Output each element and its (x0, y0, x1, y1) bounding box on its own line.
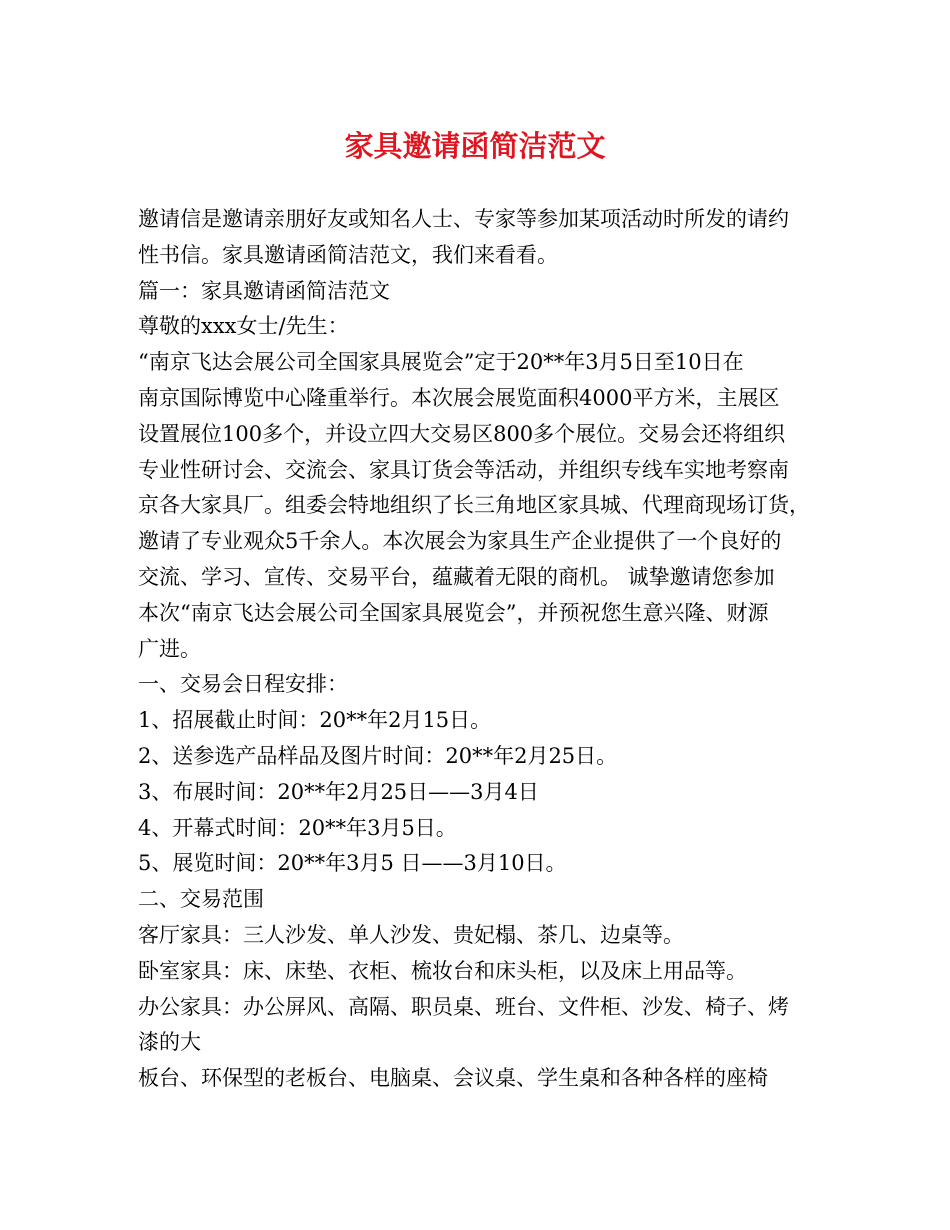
body-line: 专业性研讨会、交流会、家具订货会等活动，并组织专线车实地考察南 (138, 457, 789, 482)
document-body (138, 202, 818, 1097)
body-line: 5、展览时间：20**年3月5 日——3月10日。 (138, 851, 567, 876)
body-line: 本次“南京飞达会展公司全国家具展览会”，并预祝您生意兴隆、财源 (138, 600, 769, 625)
body-line: 3、布展时间：20**年2月25日——3月4日 (138, 779, 539, 804)
body-line: 一、交易会日程安排： (138, 672, 348, 697)
body-line: 客厅家具：三人沙发、单人沙发、贵妃榻、茶几、边桌等。 (138, 922, 684, 947)
body-line: 邀请信是邀请亲朋好友或知名人士、专家等参加某项活动时所发的请约 (138, 207, 789, 231)
body-line: 邀请了专业观众5千余人。本次展会为家具生产企业提供了一个良好的 (138, 529, 782, 554)
body-line: 京各大家具厂。组委会特地组织了长三角地区家具城、代理商现场订货， (138, 493, 810, 518)
body-line: 性书信。家具邀请函简洁范文，我们来看看。 (138, 242, 558, 267)
body-line: 篇一：家具邀请函简洁范文 (138, 278, 390, 303)
body-line: 交流、学习、宣传、交易平台，蕴藏着无限的商机。 诚挚邀请您参加 (138, 564, 775, 589)
body-line: 漆的大 (138, 1030, 201, 1055)
body-line: 2、送参选产品样品及图片时间：20**年2月25日。 (138, 743, 618, 768)
body-line: 板台、环保型的老板台、电脑桌、会议桌、学生桌和各种各样的座椅 (138, 1066, 768, 1091)
body-line: 南京国际博览中心隆重举行。本次展会展览面积4000平方米，主展区 (138, 385, 780, 410)
body-line: 二、交易范围 (138, 887, 264, 912)
body-line: 设置展位100多个，并设立四大交易区800多个展位。交易会还将组织 (138, 421, 786, 446)
body-line: 办公家具：办公屏风、高隔、职员桌、班台、文件柜、沙发、椅子、烤 (138, 994, 789, 1019)
body-line: 广进。 (138, 636, 201, 661)
body-line: 1、招展截止时间：20**年2月15日。 (138, 708, 492, 733)
body-line: “南京飞达会展公司全国家具展览会”定于20**年3月5日至10日在 (138, 350, 744, 375)
document-title: 家具邀请函简洁范文 (344, 129, 606, 163)
body-line: 4、开幕式时间：20**年3月5日。 (138, 815, 457, 840)
body-line: 卧室家具：床、床垫、衣柜、梳妆台和床头柜，以及床上用品等。 (138, 958, 747, 983)
body-line: 尊敬的xxx女士/先生： (138, 314, 349, 339)
